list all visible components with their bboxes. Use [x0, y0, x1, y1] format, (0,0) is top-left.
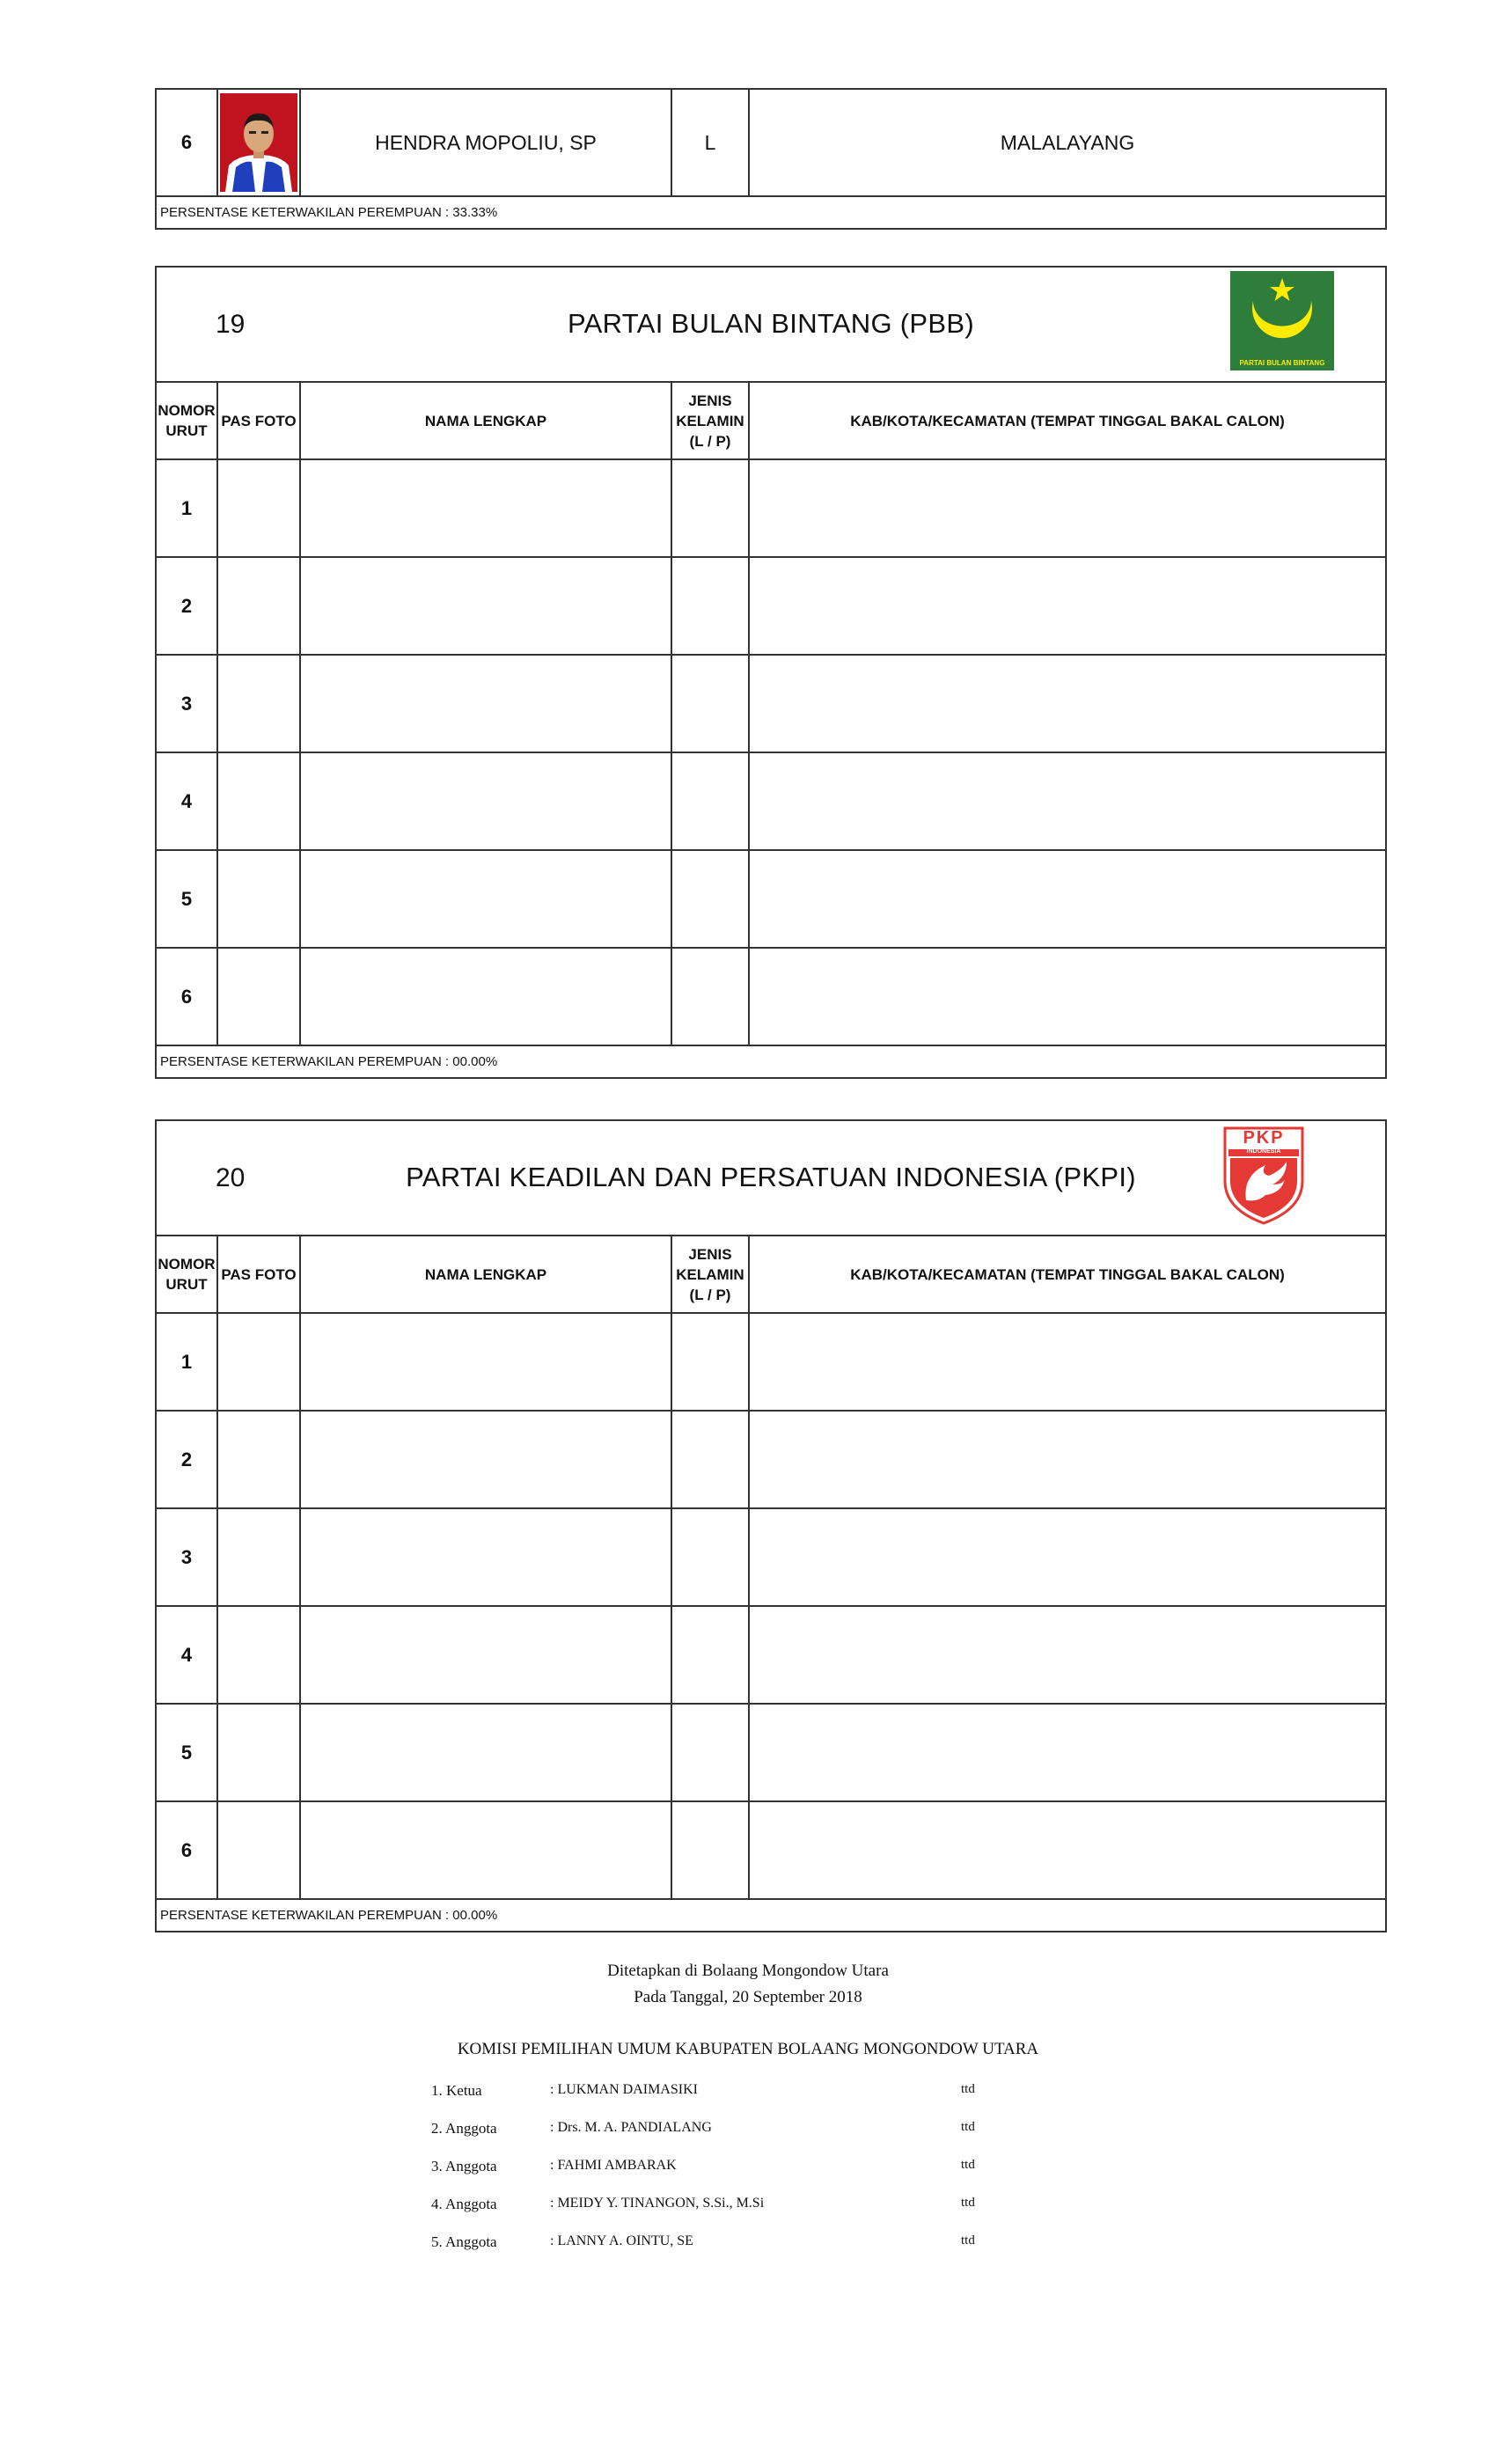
party-logo-caption: PARTAI BULAN BINTANG: [1239, 359, 1325, 367]
table-row: [156, 459, 1386, 557]
candidate-name: HENDRA MOPOLIU, SP: [300, 89, 671, 196]
row-number: 4: [156, 1606, 217, 1704]
row-number: 3: [156, 655, 217, 752]
member-signature: ttd: [961, 2233, 975, 2248]
table-row: [156, 557, 1386, 655]
member-role: 4. Anggota: [431, 2196, 497, 2212]
party-logo-title: PKP: [1243, 1128, 1285, 1148]
row-number: 2: [156, 1411, 217, 1508]
member-signature: ttd: [961, 2158, 975, 2172]
header-kab-kota: KAB/KOTA/KECAMATAN (TEMPAT TINGGAL BAKAL CALON): [749, 382, 1386, 459]
party-name: PARTAI KEADILAN DAN PERSATUAN INDONESIA (PKPI): [406, 1162, 1136, 1192]
table-row: [156, 1704, 1386, 1801]
table-header-row: [156, 382, 1386, 459]
table-row: [156, 752, 1386, 850]
member-name: : FAHMI AMBARAK: [550, 2158, 677, 2173]
header-nomor-urut: NOMOR URUT: [156, 1236, 217, 1313]
member-signature: ttd: [961, 2120, 975, 2134]
candidate-number: 6: [156, 89, 217, 196]
row-number: 1: [156, 459, 217, 557]
candidate-region: MALALAYANG: [749, 89, 1386, 196]
header-pas-foto: PAS FOTO: [217, 1236, 300, 1313]
party-number: 20: [216, 1163, 246, 1192]
row-number: 4: [156, 752, 217, 850]
crescent-star-icon: [1230, 271, 1334, 370]
candidate-gender: L: [671, 89, 749, 196]
previous-party-table: [155, 88, 1387, 230]
member-name: : Drs. M. A. PANDIALANG: [550, 2120, 712, 2135]
table-row: [156, 1606, 1386, 1704]
footer-date: Pada Tanggal, 20 September 2018: [634, 1988, 862, 2006]
header-nomor-urut: NOMOR URUT: [156, 382, 217, 459]
person-photo-icon: [220, 93, 297, 192]
party-logo-pkpi: [1220, 1123, 1308, 1229]
table-row: [156, 948, 1386, 1045]
party-number: 19: [216, 310, 246, 339]
footer-commission: KOMISI PEMILIHAN UMUM KABUPATEN BOLAANG MONGONDOW UTARA: [457, 2040, 1039, 2058]
header-kab-kota: KAB/KOTA/KECAMATAN (TEMPAT TINGGAL BAKAL CALON): [749, 1236, 1386, 1313]
member-name: : LUKMAN DAIMASIKI: [550, 2082, 698, 2097]
member-role: 1. Ketua: [431, 2082, 482, 2099]
table-header-row: [156, 1236, 1386, 1313]
row-number: 5: [156, 850, 217, 948]
table-row: [156, 1411, 1386, 1508]
candidate-photo-image: [220, 93, 297, 192]
party-logo-pbb: [1230, 271, 1334, 375]
member-name: : LANNY A. OINTU, SE: [550, 2233, 693, 2248]
table-row: [156, 89, 1386, 196]
women-percentage: PERSENTASE KETERWAKILAN PEREMPUAN : 33.33%: [156, 196, 1386, 229]
member-role: 2. Anggota: [431, 2120, 497, 2137]
row-number: 6: [156, 1801, 217, 1899]
party-table-pbb: [155, 266, 1387, 1079]
header-nama-lengkap: NAMA LENGKAP: [300, 382, 671, 459]
table-row: [156, 655, 1386, 752]
party-table-pkpi: [155, 1119, 1387, 1932]
row-number: 2: [156, 557, 217, 655]
header-jenis-kelamin: JENIS KELAMIN (L / P): [671, 382, 749, 459]
table-row: [156, 1508, 1386, 1606]
member-signature: ttd: [961, 2196, 975, 2210]
header-pas-foto: PAS FOTO: [217, 382, 300, 459]
party-name: PARTAI BULAN BINTANG (PBB): [568, 308, 974, 339]
member-signature: ttd: [961, 2082, 975, 2096]
table-row: [156, 850, 1386, 948]
women-percentage: PERSENTASE KETERWAKILAN PEREMPUAN : 00.00%: [156, 1899, 1386, 1932]
row-number: 3: [156, 1508, 217, 1606]
row-number: 6: [156, 948, 217, 1045]
member-name: : MEIDY Y. TINANGON, S.Si., M.Si: [550, 2196, 765, 2211]
party-logo-subtitle: INDONESIA: [1246, 1148, 1281, 1155]
footer-place: Ditetapkan di Bolaang Mongondow Utara: [607, 1962, 889, 1980]
member-role: 3. Anggota: [431, 2158, 497, 2174]
table-row: [156, 1313, 1386, 1411]
member-role: 5. Anggota: [431, 2233, 497, 2250]
row-number: 5: [156, 1704, 217, 1801]
header-nama-lengkap: NAMA LENGKAP: [300, 1236, 671, 1313]
table-row: [156, 1801, 1386, 1899]
party-header: [156, 267, 1386, 382]
women-percentage: PERSENTASE KETERWAKILAN PEREMPUAN : 00.00%: [156, 1045, 1386, 1078]
party-header: [156, 1120, 1386, 1236]
header-jenis-kelamin: JENIS KELAMIN (L / P): [671, 1236, 749, 1313]
row-number: 1: [156, 1313, 217, 1411]
candidate-photo: [217, 89, 300, 196]
